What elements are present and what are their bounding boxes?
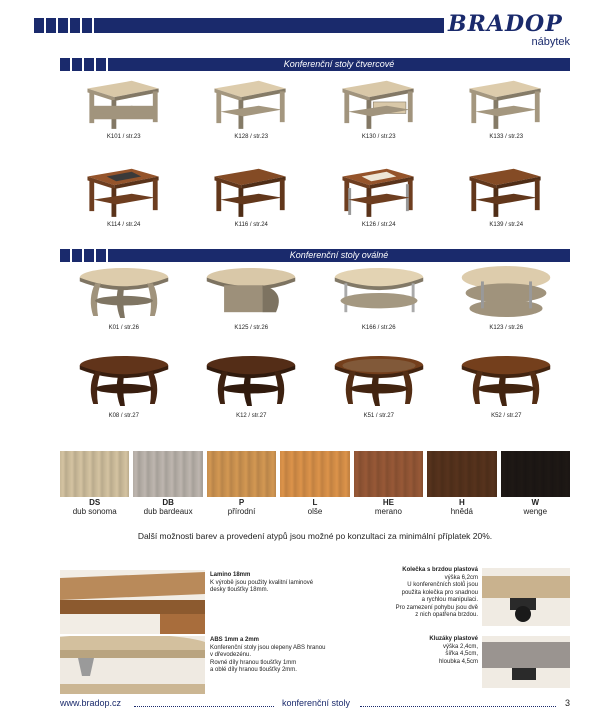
swatch-name: wenge <box>523 507 548 516</box>
product-image <box>74 70 174 132</box>
lamino-title: Lamino 18mm <box>210 572 251 578</box>
product-code: K166 / str.26 <box>361 325 396 331</box>
product-code: K51 / str.27 <box>363 413 394 419</box>
abs-line: Rovné díly hranou tloušťky 1mm <box>210 659 297 666</box>
swatch <box>133 451 202 516</box>
kluzaky-line: šířka 4,5cm, <box>445 651 478 657</box>
swatch-chip <box>133 451 202 497</box>
swatch-name: dub sonoma <box>72 507 117 516</box>
lamino-info <box>210 572 340 595</box>
product-image <box>456 158 556 220</box>
abs-line: a oblé díly hranou tloušťky 2mm. <box>210 667 297 673</box>
swatch-code: W <box>531 498 540 507</box>
footer-section: konferenční stoly <box>282 698 351 708</box>
product-card <box>315 158 443 246</box>
oval-products-grid <box>60 261 570 437</box>
product-image <box>329 158 429 220</box>
swatch-chip <box>280 451 349 497</box>
product-card <box>188 70 316 158</box>
product-image <box>329 261 429 323</box>
lamino-photo <box>60 570 205 634</box>
product-code: K08 / str.27 <box>108 413 139 419</box>
product-card <box>188 261 316 349</box>
product-image <box>329 70 429 132</box>
product-card <box>188 349 316 437</box>
swatch <box>60 451 129 516</box>
logo <box>448 12 578 52</box>
product-code: K52 / str.27 <box>491 413 522 419</box>
swatch <box>501 451 570 516</box>
kolecka-line: Pro zamezení pohybu jsou dvě <box>395 604 478 611</box>
product-image <box>201 261 301 323</box>
swatch-code: H <box>458 498 465 507</box>
swatch-name: olše <box>307 507 323 516</box>
kolecka-title: Kolečka s brzdou plastová <box>402 567 478 573</box>
swatch-code: P <box>238 498 245 507</box>
footer-url[interactable]: www.bradop.cz <box>60 698 122 708</box>
product-code: K130 / str.23 <box>361 134 396 140</box>
product-code: K139 / str.24 <box>489 222 524 228</box>
kolecka-line: U konferenčních stolů jsou <box>407 582 478 588</box>
kolecka-line: a rychlou manipulaci. <box>421 597 478 603</box>
product-card <box>60 158 188 246</box>
swatch-name: dub bardeaux <box>143 507 193 516</box>
footer <box>60 698 570 710</box>
color-note: Další možnosti barev a provedení atypů jsou možné po konzultaci za minimální příplatek 20%. <box>137 531 493 541</box>
swatch-name: hnědá <box>450 507 473 516</box>
lamino-line: K výrobě jsou použity kvalitní laminové <box>210 579 314 586</box>
section-title-square: Konferenční stoly čtvercové <box>108 58 570 71</box>
product-code: K01 / str.26 <box>108 325 139 331</box>
product-card <box>315 261 443 349</box>
section-title-oval: Konferenční stoly oválné <box>108 249 570 262</box>
product-image <box>201 349 301 411</box>
swatch-code: DB <box>162 498 174 507</box>
product-code: K114 / str.24 <box>107 222 141 228</box>
swatch-code: L <box>312 498 318 507</box>
kluzaky-title: Kluzáky plastové <box>429 636 478 642</box>
product-card <box>60 349 188 437</box>
product-code: K123 / str.26 <box>489 325 524 331</box>
swatch-name: merano <box>374 507 402 516</box>
product-image <box>329 349 429 411</box>
kolecka-line: použita kolečka pro snadnou <box>401 589 478 596</box>
product-card <box>443 70 571 158</box>
kluzaky-line: výška 2,4cm, <box>442 643 478 650</box>
color-swatches <box>60 451 570 516</box>
product-card <box>315 349 443 437</box>
kluzaky-info <box>360 636 478 666</box>
product-image <box>74 158 174 220</box>
product-image <box>456 349 556 411</box>
product-image <box>74 261 174 323</box>
product-card <box>443 349 571 437</box>
product-code: K133 / str.23 <box>489 134 524 140</box>
product-image <box>456 70 556 132</box>
product-card <box>60 70 188 158</box>
product-code: K128 / str.23 <box>234 134 269 140</box>
product-code: K12 / str.27 <box>236 413 267 419</box>
product-image <box>456 261 556 323</box>
wheel-photo <box>482 568 570 626</box>
product-code: K101 / str.23 <box>106 134 141 140</box>
product-image <box>201 158 301 220</box>
swatch <box>354 451 423 516</box>
swatch-chip <box>501 451 570 497</box>
lamino-line: desky tloušťky 18mm. <box>210 587 269 593</box>
swatch-chip <box>354 451 423 497</box>
kluzaky-line: hloubka 4,5cm <box>438 658 478 665</box>
header-bar <box>34 18 444 33</box>
glider-photo <box>482 636 570 688</box>
abs-line: v dřevodezénu. <box>210 652 252 658</box>
product-card <box>188 158 316 246</box>
swatch-chip <box>427 451 496 497</box>
product-card <box>60 261 188 349</box>
product-card <box>443 158 571 246</box>
swatch-chip <box>60 451 129 497</box>
abs-title: ABS 1mm a 2mm <box>210 637 260 643</box>
swatch <box>280 451 349 516</box>
product-code: K126 / str.24 <box>361 222 396 228</box>
abs-photo <box>60 636 205 694</box>
product-image <box>74 349 174 411</box>
swatch-code: DS <box>89 498 101 507</box>
product-card <box>443 261 571 349</box>
swatch-code: HE <box>382 498 394 507</box>
abs-line: Konferenční stoly jsou olepeny ABS hranou <box>210 644 326 651</box>
logo-sub: nábytek <box>531 36 570 48</box>
page-number: 3 <box>564 698 570 708</box>
kolecka-line: z nich opatřena brzdou. <box>415 612 478 618</box>
abs-info <box>210 637 360 675</box>
product-card <box>315 70 443 158</box>
product-image <box>201 70 301 132</box>
square-products-grid <box>60 70 570 246</box>
kolecka-line: výška 6,2cm <box>444 574 478 581</box>
product-code: K125 / str.26 <box>234 325 269 331</box>
swatch <box>207 451 276 516</box>
swatch <box>427 451 496 516</box>
logo-name: BRADOP <box>448 11 563 37</box>
swatch-chip <box>207 451 276 497</box>
product-code: K116 / str.24 <box>234 222 268 228</box>
swatch-name: přírodní <box>227 507 256 516</box>
kolecka-info <box>360 567 478 620</box>
